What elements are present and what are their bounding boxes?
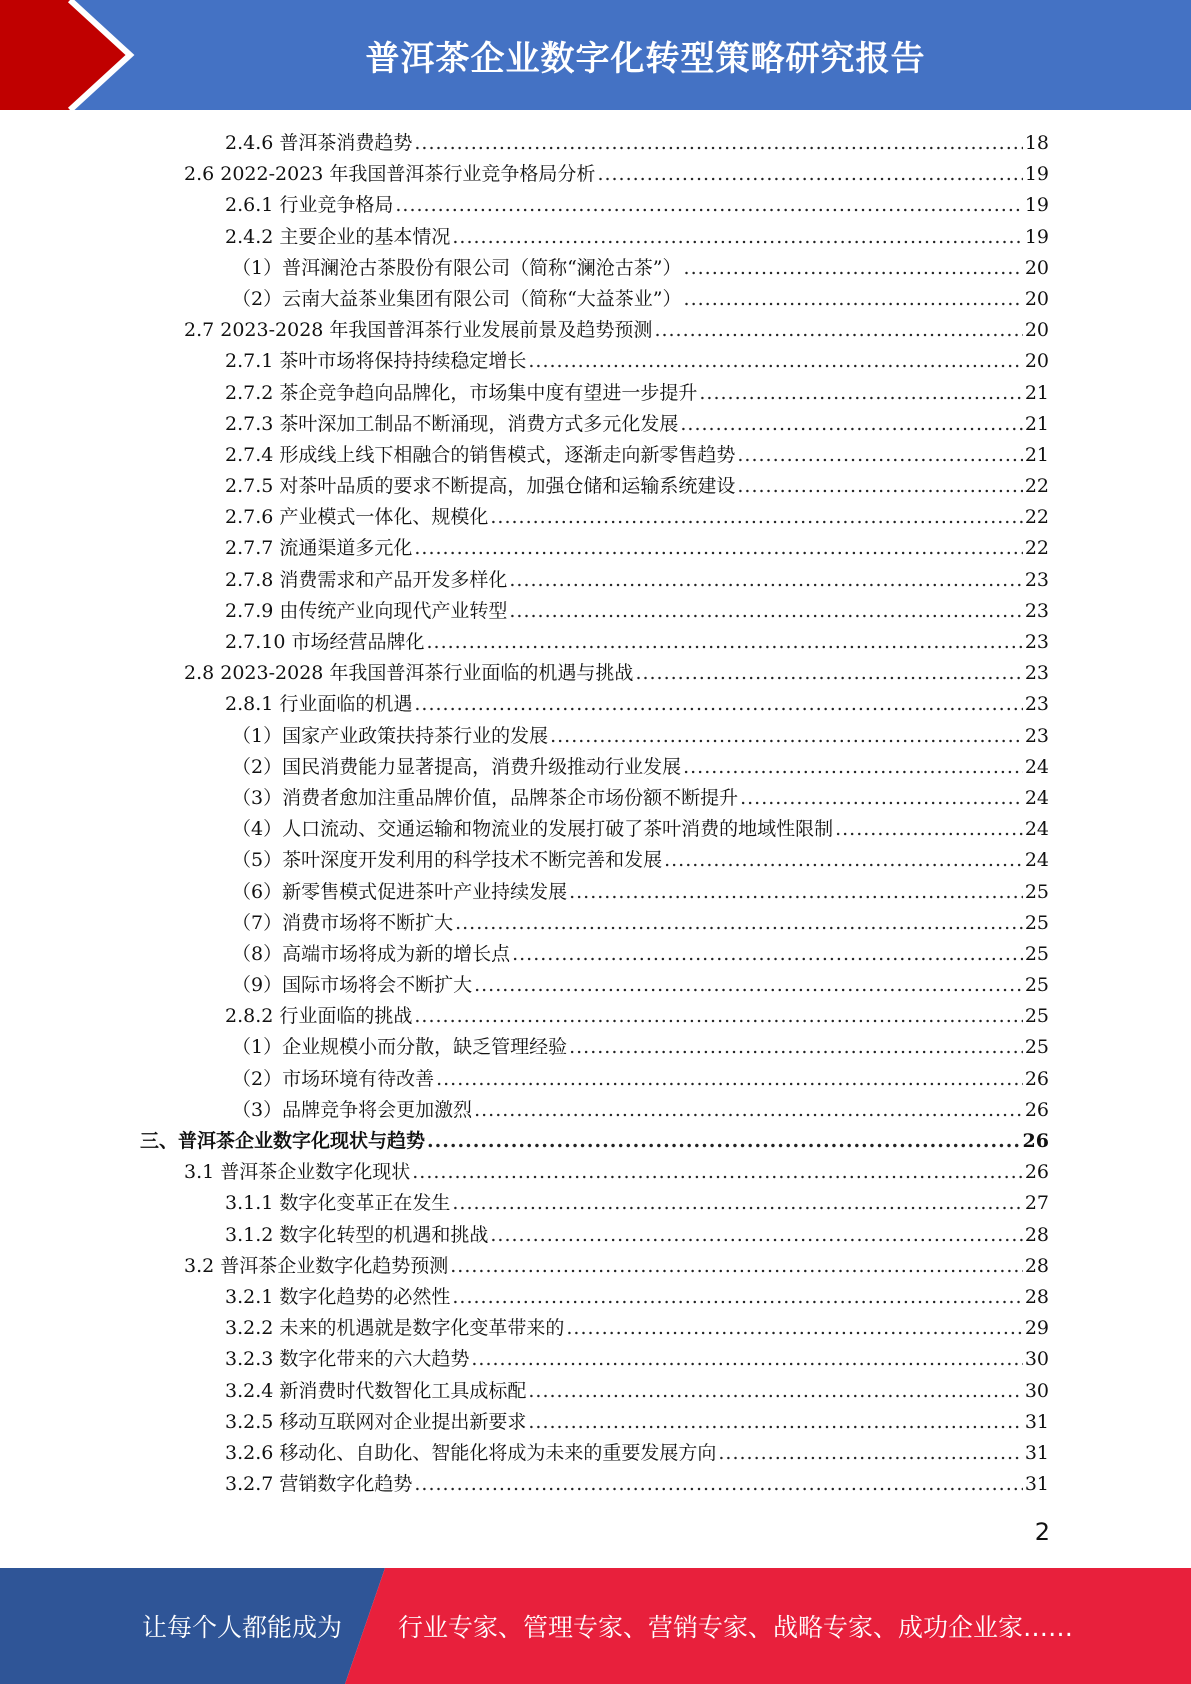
toc-dot-leader xyxy=(550,721,1023,752)
toc-entry[interactable] xyxy=(140,190,1049,221)
toc-dot-leader xyxy=(427,1126,1021,1157)
toc-entry[interactable] xyxy=(140,1282,1049,1313)
toc-entry-page: 22 xyxy=(1024,537,1049,560)
toc-entry[interactable] xyxy=(140,1032,1049,1063)
toc-dot-leader xyxy=(566,1313,1022,1344)
toc-dot-leader xyxy=(528,346,1022,377)
toc-entry-title: 2.8 2023-2028 年我国普洱茶行业面临的机遇与挑战 xyxy=(184,662,634,685)
toc-entry-page: 28 xyxy=(1024,1285,1049,1308)
toc-entry-title: 3.2.1 数字化趋势的必然性 xyxy=(225,1285,451,1308)
toc-entry-page: 22 xyxy=(1024,475,1049,498)
toc-dot-leader xyxy=(414,689,1022,720)
toc-entry[interactable] xyxy=(140,970,1049,1001)
toc-entry-page: 21 xyxy=(1024,412,1049,435)
toc-entry-page: 19 xyxy=(1024,194,1049,217)
toc-entry-page: 24 xyxy=(1024,849,1049,872)
toc-entry[interactable] xyxy=(140,1407,1049,1438)
toc-dot-leader xyxy=(680,409,1022,440)
toc-dot-leader xyxy=(490,1220,1022,1251)
toc-dot-leader xyxy=(452,1188,1022,1219)
toc-entry-title: 三、普洱茶企业数字化现状与趋势 xyxy=(140,1130,426,1152)
toc-entry[interactable] xyxy=(140,1157,1049,1188)
toc-entry-title: 3.2 普洱茶企业数字化趋势预测 xyxy=(184,1254,449,1277)
toc-dot-leader xyxy=(528,1407,1022,1438)
toc-entry-title: （3）品牌竞争将会更加激烈 xyxy=(232,1098,473,1121)
toc-entry-page: 31 xyxy=(1024,1410,1049,1433)
toc-entry-title: 3.2.4 新消费时代数智化工具成标配 xyxy=(225,1379,527,1402)
toc-entry-page: 23 xyxy=(1024,631,1049,653)
toc-entry-title: （7）消费市场将不断扩大 xyxy=(232,911,454,934)
toc-dot-leader xyxy=(635,658,1022,689)
toc-dot-leader xyxy=(684,284,1023,315)
toc-entry-page: 19 xyxy=(1024,225,1049,248)
toc-entry-title: 2.7.1 茶叶市场将保持持续稳定增长 xyxy=(225,350,527,373)
toc-entry-title: 2.6.1 行业竞争格局 xyxy=(225,194,394,217)
toc-entry[interactable] xyxy=(140,721,1049,752)
header-arrow-decoration xyxy=(0,0,160,110)
toc-entry[interactable] xyxy=(140,845,1049,876)
toc-entry[interactable] xyxy=(140,533,1049,564)
toc-entry-title: 2.7.9 由传统产业向现代产业转型 xyxy=(225,599,508,622)
toc-entry-page: 18 xyxy=(1024,132,1049,154)
toc-entry-page: 21 xyxy=(1024,381,1049,404)
toc-entry-title: 3.1.2 数字化转型的机遇和挑战 xyxy=(225,1223,489,1246)
toc-entry-page: 24 xyxy=(1024,786,1049,809)
toc-entry-page: 31 xyxy=(1024,1473,1049,1496)
footer-banner xyxy=(0,1568,1191,1684)
toc-entry-page: 25 xyxy=(1024,880,1049,903)
footer-slogan-right: 行业专家、管理专家、营销专家、战略专家、成功企业家…… xyxy=(398,1613,1074,1642)
toc-dot-leader xyxy=(737,440,1022,471)
toc-entry-page: 26 xyxy=(1024,1098,1049,1121)
toc-dot-leader xyxy=(452,222,1022,253)
toc-entry-title: 2.6 2022-2023 年我国普洱茶行业竞争格局分析 xyxy=(184,163,596,186)
toc-entry-title: 2.7.6 产业模式一体化、规模化 xyxy=(225,506,489,529)
toc-dot-leader xyxy=(426,627,1022,658)
toc-entry[interactable] xyxy=(140,502,1049,533)
toc-entry-page: 22 xyxy=(1024,506,1049,529)
toc-entry-page: 25 xyxy=(1024,1005,1049,1028)
toc-dot-leader xyxy=(835,814,1023,845)
toc-entry-title: 2.4.6 普洱茶消费趋势 xyxy=(225,132,413,154)
toc-entry[interactable] xyxy=(140,1001,1049,1032)
toc-entry-title: （9）国际市场将会不断扩大 xyxy=(232,974,473,997)
toc-entry-title: （2）市场环境有待改善 xyxy=(232,1067,435,1090)
toc-entry-page: 26 xyxy=(1024,1067,1049,1090)
toc-entry[interactable] xyxy=(140,409,1049,440)
toc-entry-page: 23 xyxy=(1024,693,1049,716)
toc-entry[interactable] xyxy=(140,814,1049,845)
toc-entry-title: 3.2.2 未来的机遇就是数字化变革带来的 xyxy=(225,1317,565,1340)
toc-entry[interactable] xyxy=(140,471,1049,502)
toc-entry[interactable] xyxy=(140,284,1049,315)
toc-entry[interactable] xyxy=(140,1064,1049,1095)
toc-entry[interactable] xyxy=(140,877,1049,908)
toc-entry[interactable] xyxy=(140,440,1049,471)
toc-dot-leader xyxy=(740,783,1023,814)
toc-entry-title: 2.7 2023-2028 年我国普洱茶行业发展前景及趋势预测 xyxy=(184,319,653,342)
toc-entry-title: 2.7.2 茶企竞争趋向品牌化，市场集中度有望进一步提升 xyxy=(225,381,698,404)
toc-dot-leader xyxy=(414,1469,1022,1500)
toc-dot-leader xyxy=(455,908,1023,939)
toc-entry[interactable] xyxy=(140,565,1049,596)
toc-dot-leader xyxy=(414,1001,1022,1032)
toc-entry-page: 20 xyxy=(1024,287,1049,310)
toc-entry[interactable] xyxy=(140,1376,1049,1407)
toc-entry[interactable] xyxy=(140,378,1049,409)
toc-dot-leader xyxy=(718,1438,1022,1469)
toc-entry-page: 25 xyxy=(1024,911,1049,934)
toc-entry-page: 29 xyxy=(1024,1317,1049,1340)
toc-entry-title: （2）国民消费能力显著提高，消费升级推动行业发展 xyxy=(232,755,682,778)
toc-entry[interactable] xyxy=(140,658,1049,689)
toc-entry-page: 21 xyxy=(1024,443,1049,466)
toc-entry-title: （8）高端市场将成为新的增长点 xyxy=(232,942,511,965)
toc-entry[interactable] xyxy=(140,346,1049,377)
toc-entry-page: 28 xyxy=(1024,1223,1049,1246)
toc-entry-page: 30 xyxy=(1024,1348,1049,1371)
toc-entry-page: 28 xyxy=(1024,1254,1049,1277)
document-title: 普洱茶企业数字化转型策略研究报告 xyxy=(365,38,926,79)
page-number: 2 xyxy=(1034,1518,1050,1546)
toc-dot-leader xyxy=(528,1376,1022,1407)
toc-entry-title: 3.2.6 移动化、自助化、智能化将成为未来的重要发展方向 xyxy=(225,1441,717,1464)
toc-dot-leader xyxy=(683,752,1023,783)
toc-entry-title: 2.7.10 市场经营品牌化 xyxy=(225,631,425,653)
toc-entry-title: 3.2.7 营销数字化趋势 xyxy=(225,1473,413,1496)
toc-entry-title: （6）新零售模式促进茶叶产业持续发展 xyxy=(232,880,568,903)
toc-entry-page: 23 xyxy=(1024,599,1049,622)
toc-entry-title: 2.7.4 形成线上线下相融合的销售模式，逐渐走向新零售趋势 xyxy=(225,443,736,466)
toc-entry-title: （1）企业规模小而分散，缺乏管理经验 xyxy=(232,1036,568,1059)
toc-entry[interactable] xyxy=(140,159,1049,190)
toc-dot-leader xyxy=(664,845,1023,876)
toc-entry-title: 3.1.1 数字化变革正在发生 xyxy=(225,1192,451,1215)
toc-entry[interactable] xyxy=(140,1188,1049,1219)
toc-entry-page: 23 xyxy=(1024,662,1049,685)
toc-dot-leader xyxy=(436,1064,1023,1095)
toc-entry-title: （2）云南大益茶业集团有限公司（简称“大益茶业”） xyxy=(232,287,682,310)
toc-dot-leader xyxy=(509,596,1022,627)
toc-dot-leader xyxy=(412,1157,1023,1188)
toc-dot-leader xyxy=(654,315,1022,346)
footer-slogan-left: 让每个人都能成为 xyxy=(142,1613,343,1642)
toc-entry-page: 26 xyxy=(1024,1161,1049,1184)
toc-entry-title: 2.7.7 流通渠道多元化 xyxy=(225,537,413,560)
toc-entry[interactable] xyxy=(140,253,1049,284)
toc-entry[interactable] xyxy=(140,1313,1049,1344)
toc-entry-title: （1）国家产业政策扶持茶行业的发展 xyxy=(232,724,549,747)
toc-entry[interactable] xyxy=(140,128,1049,159)
toc-entry[interactable] xyxy=(140,222,1049,253)
toc-entry-page: 19 xyxy=(1024,163,1049,186)
toc-entry[interactable] xyxy=(140,908,1049,939)
toc-entry[interactable] xyxy=(140,1251,1049,1282)
toc-entry-page: 24 xyxy=(1024,818,1049,841)
toc-entry[interactable] xyxy=(140,689,1049,720)
toc-entry[interactable] xyxy=(140,315,1049,346)
toc-entry-title: （1）普洱澜沧古茶股份有限公司（简称“澜沧古茶”） xyxy=(232,256,682,279)
toc-entry-page: 25 xyxy=(1024,1036,1049,1059)
toc-dot-leader xyxy=(737,471,1022,502)
toc-entry-page: 30 xyxy=(1024,1379,1049,1402)
toc-entry-title: 2.8.2 行业面临的挑战 xyxy=(225,1005,413,1028)
toc-dot-leader xyxy=(474,1095,1023,1126)
toc-entry-page: 27 xyxy=(1024,1192,1049,1215)
toc-dot-leader xyxy=(684,253,1023,284)
toc-entry[interactable] xyxy=(140,627,1049,658)
toc-dot-leader xyxy=(395,190,1022,221)
toc-entry-page: 20 xyxy=(1024,319,1049,342)
toc-entry[interactable] xyxy=(140,939,1049,970)
toc-entry-page: 23 xyxy=(1024,724,1049,747)
toc-entry-title: （3）消费者愈加注重品牌价值，品牌茶企市场份额不断提升 xyxy=(232,786,739,809)
toc-dot-leader xyxy=(569,877,1023,908)
toc-entry-title: 2.7.3 茶叶深加工制品不断涌现，消费方式多元化发展 xyxy=(225,412,679,435)
toc-entry-title: 3.1 普洱茶企业数字化现状 xyxy=(184,1161,411,1184)
toc-dot-leader xyxy=(490,502,1022,533)
toc-entry-page: 26 xyxy=(1022,1130,1049,1152)
toc-entry[interactable] xyxy=(140,1220,1049,1251)
toc-entry-title: 3.2.5 移动互联网对企业提出新要求 xyxy=(225,1410,527,1433)
toc-dot-leader xyxy=(699,378,1022,409)
toc-entry[interactable] xyxy=(140,752,1049,783)
toc-entry[interactable] xyxy=(140,1126,1049,1157)
toc-entry-page: 31 xyxy=(1024,1441,1049,1464)
toc-dot-leader xyxy=(474,970,1023,1001)
toc-dot-leader xyxy=(512,939,1023,970)
toc-entry[interactable] xyxy=(140,783,1049,814)
toc-entry-title: 2.7.5 对茶叶品质的要求不断提高，加强仓储和运输系统建设 xyxy=(225,475,736,498)
toc-entry-title: 2.4.2 主要企业的基本情况 xyxy=(225,225,451,248)
toc-entry[interactable] xyxy=(140,596,1049,627)
table-of-contents xyxy=(140,128,1049,1500)
toc-dot-leader xyxy=(414,533,1022,564)
toc-entry-title: （4）人口流动、交通运输和物流业的发展打破了茶叶消费的地域性限制 xyxy=(232,818,834,841)
toc-dot-leader xyxy=(569,1032,1023,1063)
toc-entry[interactable] xyxy=(140,1344,1049,1375)
header-banner xyxy=(0,0,1191,110)
toc-entry-page: 25 xyxy=(1024,974,1049,997)
toc-dot-leader xyxy=(509,565,1022,596)
toc-dot-leader xyxy=(452,1282,1022,1313)
toc-dot-leader xyxy=(450,1251,1023,1282)
toc-entry-title: 2.7.8 消费需求和产品开发多样化 xyxy=(225,568,508,591)
toc-entry-page: 20 xyxy=(1024,256,1049,279)
toc-entry-title: （5）茶叶深度开发利用的科学技术不断完善和发展 xyxy=(232,849,663,872)
toc-entry-page: 20 xyxy=(1024,350,1049,373)
toc-dot-leader xyxy=(414,128,1022,159)
toc-entry-title: 3.2.3 数字化带来的六大趋势 xyxy=(225,1348,470,1371)
toc-entry[interactable] xyxy=(140,1438,1049,1469)
toc-entry[interactable] xyxy=(140,1469,1049,1500)
toc-entry[interactable] xyxy=(140,1095,1049,1126)
toc-entry-title: 2.8.1 行业面临的机遇 xyxy=(225,693,413,716)
toc-dot-leader xyxy=(471,1344,1022,1375)
toc-dot-leader xyxy=(597,159,1022,190)
toc-entry-page: 24 xyxy=(1024,755,1049,778)
toc-entry-page: 25 xyxy=(1024,942,1049,965)
toc-entry-page: 23 xyxy=(1024,568,1049,591)
